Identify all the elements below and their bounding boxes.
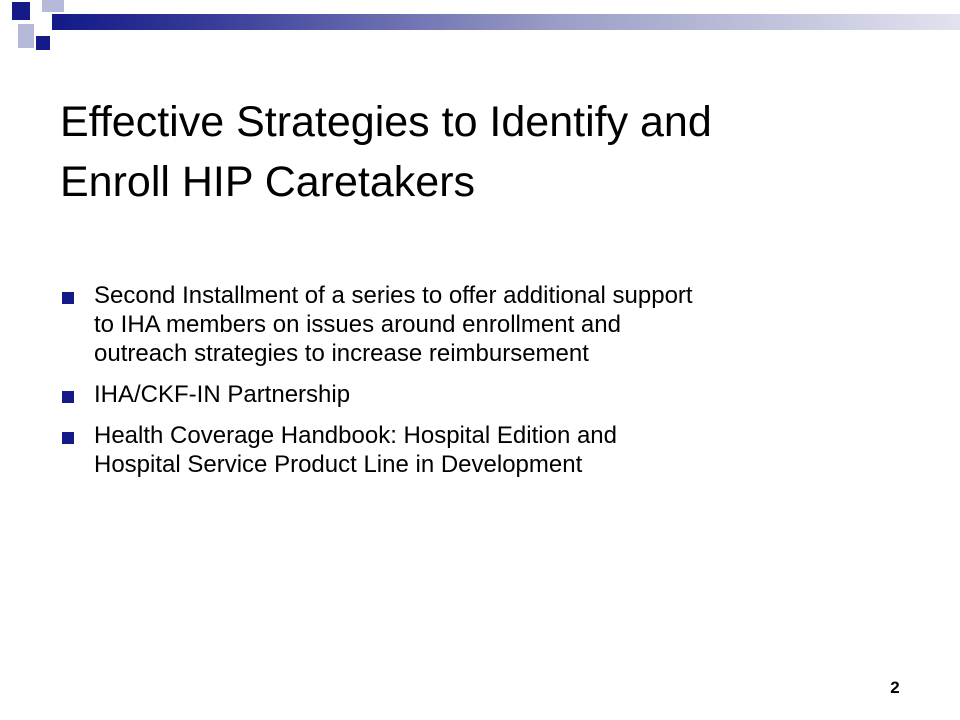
- page-number: 2: [890, 678, 900, 697]
- header-decoration-square: [12, 2, 30, 20]
- bullet-text-line: IHA/CKF-IN Partnership: [94, 381, 351, 408]
- bullet-list: [60, 281, 910, 491]
- square-bullet-icon: [62, 432, 74, 444]
- bullet-item: [60, 281, 910, 368]
- slide-title: [60, 92, 920, 212]
- header-decoration-square: [36, 36, 50, 50]
- bullet-text-line: Hospital Service Product Line in Development: [94, 451, 583, 478]
- header-gradient-bar: [60, 14, 960, 30]
- bullet-item: [60, 421, 910, 479]
- bullet-text-line: Second Installment of a series to offer additional support: [94, 282, 693, 309]
- bullet-text-line: Health Coverage Handbook: Hospital Edition and: [94, 422, 617, 449]
- square-bullet-icon: [62, 292, 74, 304]
- bullet-text-line: to IHA members on issues around enrollment and: [94, 311, 621, 338]
- slide-title-line: Effective Strategies to Identify and: [60, 98, 712, 146]
- header-decoration-square: [42, 0, 64, 12]
- square-bullet-icon: [62, 391, 74, 403]
- bullet-item: [60, 380, 910, 409]
- bullet-text-line: outreach strategies to increase reimbursement: [94, 340, 589, 367]
- header-decoration-square: [18, 24, 34, 48]
- slide-title-line: Enroll HIP Caretakers: [60, 158, 476, 206]
